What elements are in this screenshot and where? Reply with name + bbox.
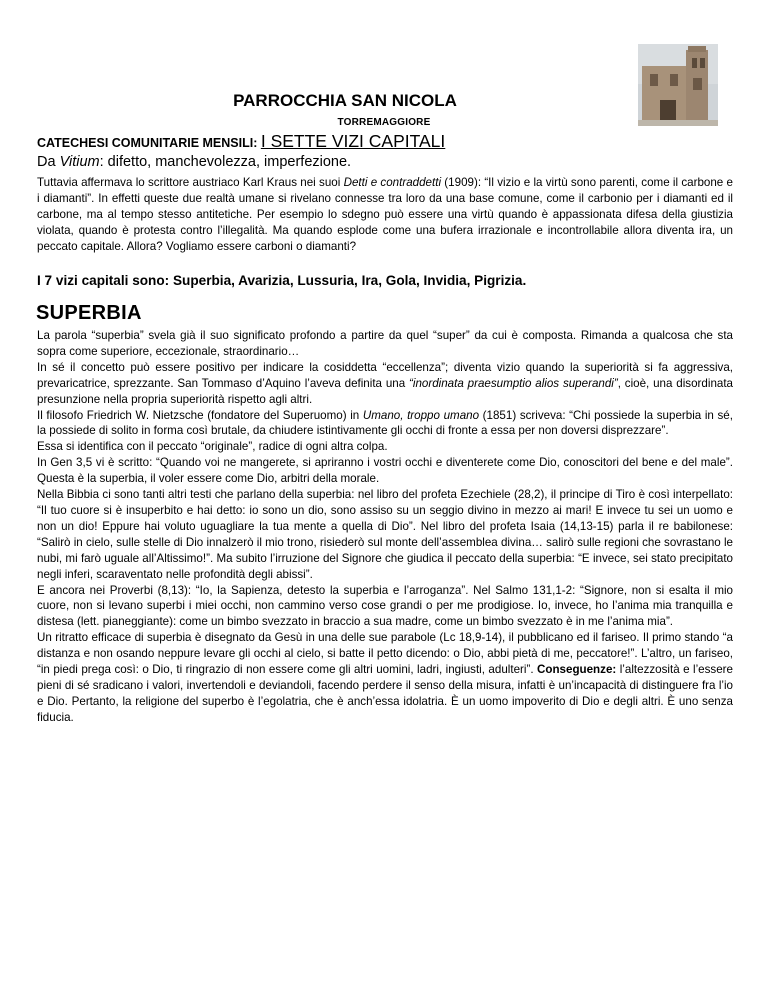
paragraph bbox=[37, 360, 733, 408]
paragraph-text: Tuttavia affermava lo scrittore austriaco Karl Kraus nei suoi bbox=[37, 176, 344, 189]
page-subtitle: TORREMAGGIORE bbox=[337, 117, 431, 128]
paragraph-text: (1851) scriveva: “Chi possiede la superbia in sé, la possiede di solito in forma così brutale, da chiudere istintivamente gli occhi di fronte a essa per non doversi disprezzare”. bbox=[37, 408, 733, 438]
paragraph-text: l’altezzosità e l’essere pieni di sé sradicano i valori, invertendoli e deviandoli, facendo perdere il senso della misura, infatti è un’incapacità di distinguere fra l’io e Dio. Pertanto, la religione del superbo è l’egolatria, che è anch’essa idolatria. È un uomo impoverito di Dio e degli altri. È uno senza fiducia. bbox=[37, 663, 733, 724]
paragraph: In Gen 3,5 vi è scritto: “Quando voi ne mangerete, si apriranno i vostri occhi e diventerete come Dio, conoscitori del bene e del male”. Questa è la superbia, il voler essere come Dio, arbitri della morale. bbox=[37, 456, 733, 486]
paragraph bbox=[37, 408, 733, 440]
definition-text: : difetto, manchevolezza, imperfezione. bbox=[99, 154, 352, 170]
paragraph: Nella Bibbia ci sono tanti altri testi che parlano della superbia: nel libro del profeta Ezechiele (28,2), il principe di Tiro è così interpellato: “Il tuo cuore si è insuperbito e hai detto: io sono un dio, sono assiso su un seggio divino in mezzo ai mari! E invece tu sei un uomo e non un dio! Eppure hai voluto uguagliare la tua mente a quella di Dio”. Nel libro del profeta Isaia (14,13-15) parla il re babilonese: “Salirò in cielo, sulle stelle di Dio innalzerò il mio trono, risiederò sul monte dell’assemblea divina… salirò sulle regioni che sovrastano le nubi, mi farò uguale all’Altissimo!”. Ma subito l’irruzione del Signore che giudica il peccato della superbia: “E invece, sei stato precipitato negli inferi, scaraventato nelle profondità degli abissi”. bbox=[37, 488, 733, 581]
paragraph-text: , cioè, una disordinata presunzione nella propria superiorità rispetto agli altri. bbox=[37, 376, 734, 406]
paragraph: Essa si identifica con il peccato “originale”, radice di ogni altra colpa. bbox=[37, 440, 388, 454]
topic-line bbox=[37, 131, 445, 152]
paragraph-text: Il filosofo Friedrich W. Nietzsche (fondatore del Superuomo) in bbox=[37, 408, 363, 422]
section-heading: SUPERBIA bbox=[36, 302, 142, 324]
book-title: Detti e contraddetti bbox=[343, 176, 442, 189]
book-title: Umano, troppo umano bbox=[362, 408, 480, 422]
paragraph: La parola “superbia” svela già il suo significato profondo a partire da quel “super” da cui è composta. Rimanda a qualcosa che sta sopra come superiore, eccezionale, straordinario… bbox=[37, 329, 733, 358]
intro-paragraph bbox=[37, 175, 733, 255]
definition-text: Da bbox=[37, 154, 60, 170]
paragraph bbox=[37, 630, 733, 725]
consequences-label: Conseguenze: bbox=[537, 663, 617, 677]
latin-quote: “inordinata praesumptio alios superandi” bbox=[409, 376, 618, 390]
paragraph-text: In sé il concetto può essere positivo per indicare la cosiddetta “eccellenza”; diventa vizio quando la superiorità si fa aggressiva, prevaricatrice, sprezzante. San Tommaso d’Aquino l’aveva definita una bbox=[37, 360, 733, 390]
paragraph: E ancora nei Proverbi (8,13): “Io, la Sapienza, detesto la superbia e l’arroganza”. Nel Salmo 131,1-2: “Signore, non si esalta il mio cuore, non si levano superbi i miei occhi, non cammino verso cose grandi o per me prodigiose. Io, invece, ho l’anima mia tranquilla e distesa (lett. pianeggiante): come un bimbo svezzato in braccio a sua madre, come un bimbo svezzato è in me l’anima mia”. bbox=[37, 583, 733, 629]
superbia-body bbox=[37, 328, 733, 726]
paragraph-text: (1909): “Il vizio e la virtù sono parenti, come il carbone e i diamanti”. In effetti queste due realtà umane si rivelano connesse tra loro da una base comune, come il carbonio per i diamanti ed il carbone, ma al tempo stesso antitetiche. Per esempio lo sdegno può essere una virtù quando è appassionata difesa della giustizia violata, quando è protesta contro l’illegalità. Ma quando esplode come una bufera irrazionale e incontrollabile allora diventa ira, un peccato capitale. Allora? Vogliamo essere carboni o diamanti? bbox=[37, 176, 733, 253]
page-title: PARROCCHIA SAN NICOLA bbox=[233, 91, 457, 110]
topic-prefix: CATECHESI COMUNITARIE MENSILI: bbox=[37, 136, 261, 150]
definition bbox=[37, 154, 351, 170]
topic-title: I SETTE VIZI CAPITALI bbox=[260, 131, 446, 151]
paragraph-text: Un ritratto efficace di superbia è disegnato da Gesù in una delle sue parabole (Lc 18,9-14), il pubblicano ed il fariseo. Il primo stando “a distanza e non osando neppure levare gli occhi al cielo, si batte il petto dicendo: o Dio, abbi pietà di me, peccatore!”. L’altro, un fariseo, “in piedi prega così: o Dio, ti ringrazio di non essere come gli altri uomini, ladri, ingiusti, adulteri”. bbox=[37, 631, 733, 677]
definition-word: Vitium bbox=[59, 154, 100, 170]
church-photo bbox=[638, 44, 718, 126]
vices-list: I 7 vizi capitali sono: Superbia, Avarizia, Lussuria, Ira, Gola, Invidia, Pigrizia. bbox=[37, 273, 527, 288]
